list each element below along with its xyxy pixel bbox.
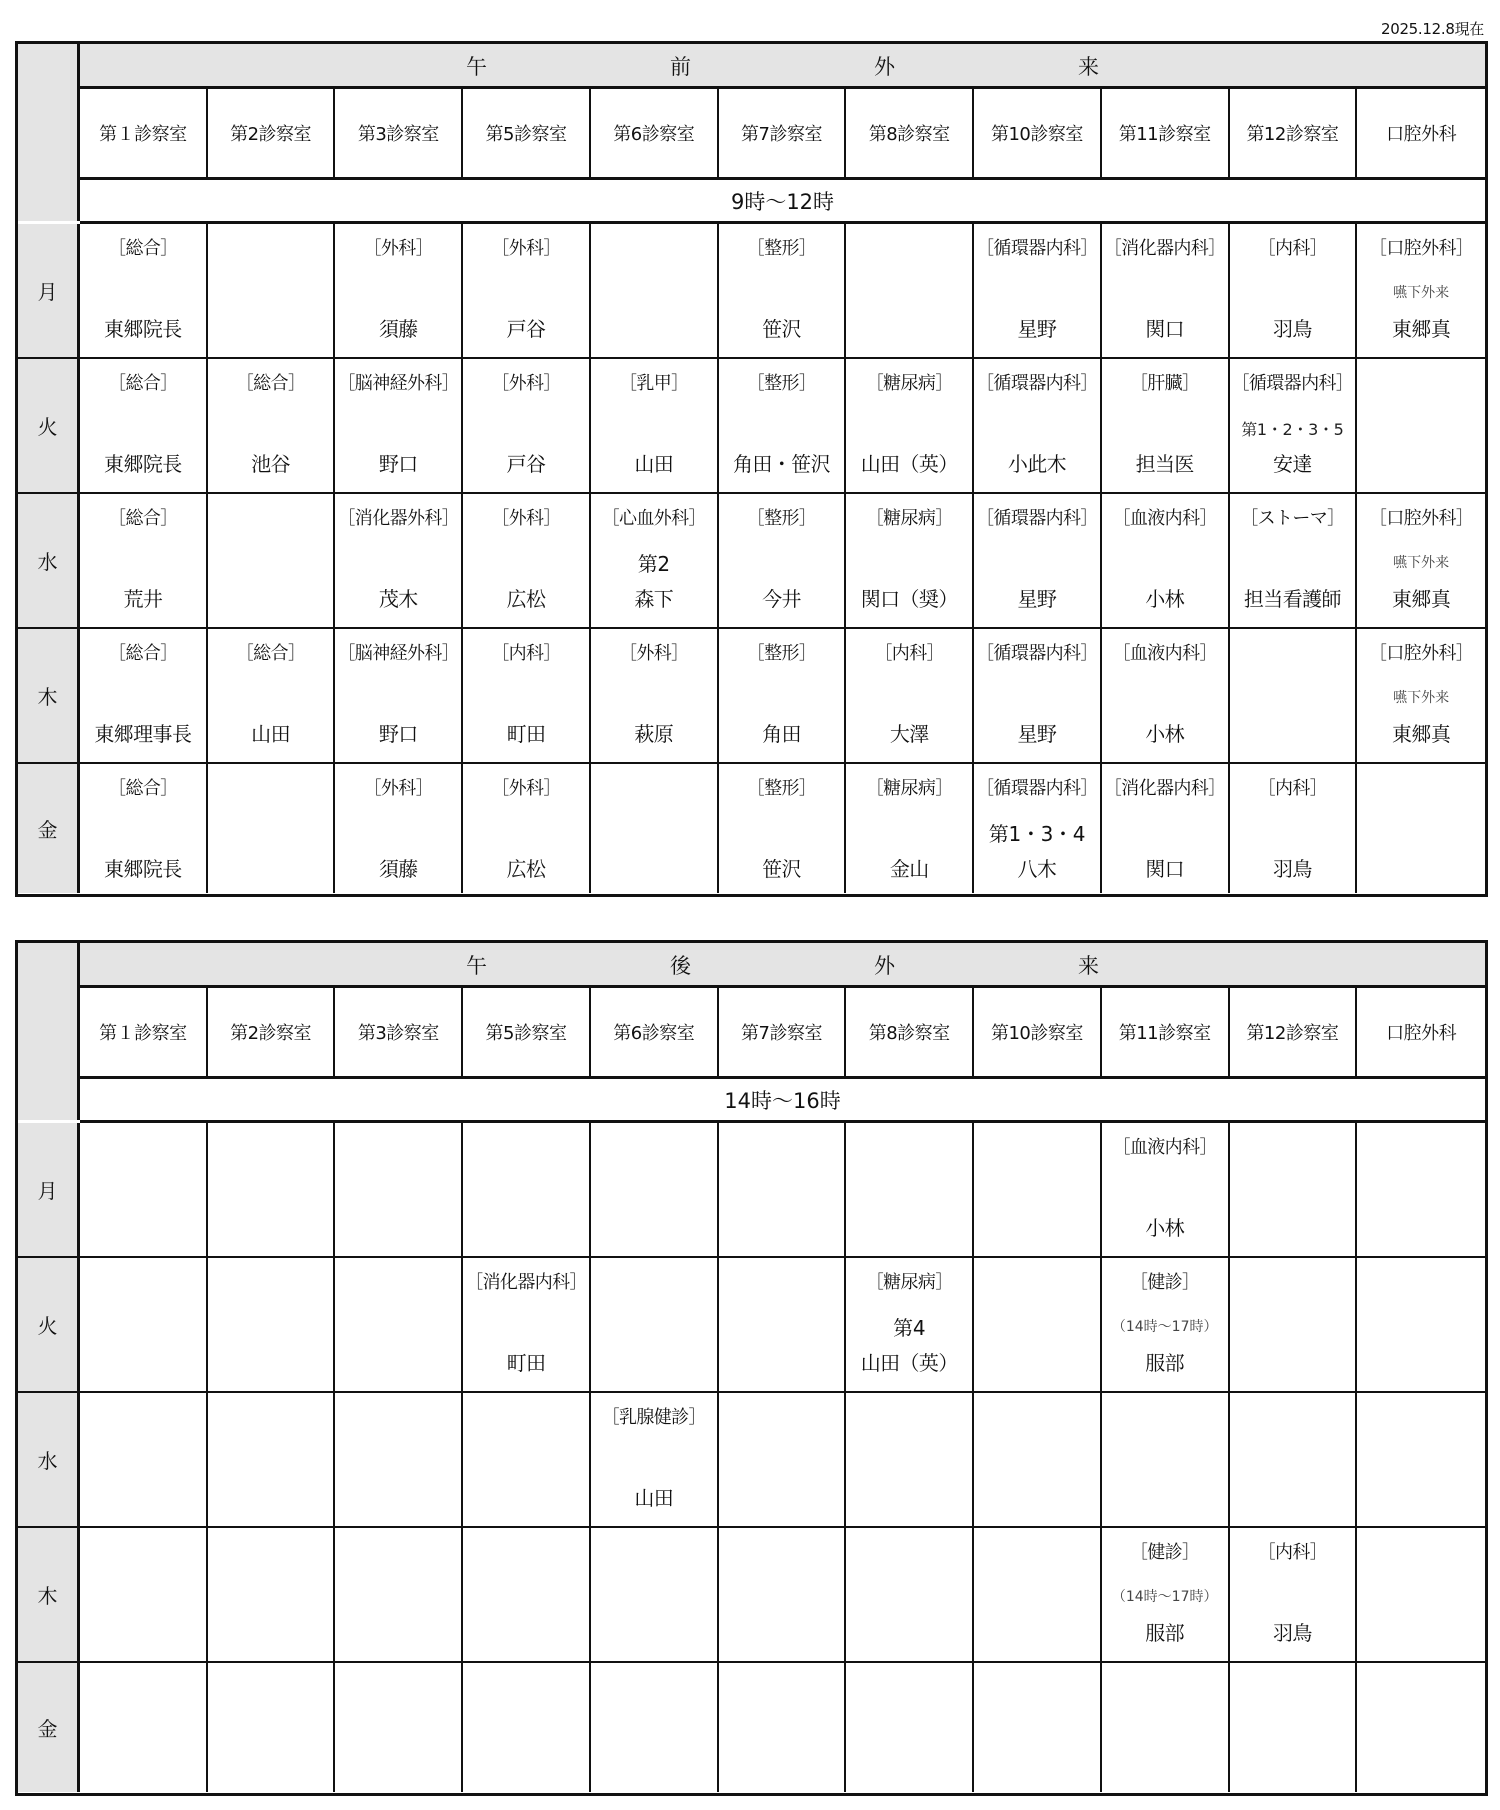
schedule-cell bbox=[1102, 1393, 1230, 1526]
doctor-name: 山田 bbox=[634, 452, 674, 476]
section-title-char: 後 bbox=[670, 954, 691, 978]
section-title-char: 外 bbox=[874, 55, 895, 79]
schedule-cell bbox=[719, 359, 847, 492]
department-label: ［整形］ bbox=[746, 643, 817, 664]
schedule-cell bbox=[719, 494, 847, 627]
schedule-cell bbox=[591, 1663, 719, 1792]
schedule-cell bbox=[208, 629, 336, 762]
department-label: ［内科］ bbox=[874, 643, 945, 664]
department-label: ［乳甲］ bbox=[618, 373, 689, 394]
weekday-label: 木 bbox=[18, 629, 80, 762]
schedule-cell bbox=[463, 224, 591, 357]
exam-room-header: 第10診察室 bbox=[974, 89, 1102, 177]
weekday-label: 月 bbox=[18, 224, 80, 357]
doctor-name: 小林 bbox=[1145, 1216, 1185, 1240]
schedule-cell bbox=[591, 1123, 719, 1256]
schedule-cell bbox=[1230, 1393, 1358, 1526]
exam-room-header: 口腔外科 bbox=[1386, 1023, 1457, 1044]
exam-room-header: 第7診察室 bbox=[719, 89, 847, 177]
doctor-name: 角田 bbox=[762, 722, 801, 746]
day-row-2 bbox=[18, 494, 1485, 629]
schedule-cell bbox=[974, 1393, 1102, 1526]
schedule-cell bbox=[846, 1258, 974, 1391]
exam-room-header: 第10診察室 bbox=[974, 988, 1102, 1076]
department-label: ［整形］ bbox=[746, 778, 817, 799]
schedule-cell bbox=[80, 1258, 208, 1391]
doctor-name: 東郷真 bbox=[1392, 722, 1451, 746]
section-title-char: 午 bbox=[466, 954, 487, 978]
schedule-cell bbox=[591, 494, 719, 627]
doctor-name: 東郷院長 bbox=[104, 452, 182, 476]
doctor-name: 戸谷 bbox=[506, 452, 546, 476]
schedule-note: 第2 bbox=[637, 552, 670, 576]
schedule-cell bbox=[1102, 494, 1230, 627]
department-label: ［総合］ bbox=[235, 643, 306, 664]
weekday-label: 木 bbox=[18, 1528, 80, 1661]
schedule-cell bbox=[208, 1528, 336, 1661]
schedule-cell bbox=[1357, 1393, 1485, 1526]
schedule-cell bbox=[1230, 1528, 1358, 1661]
weekday-label: 月 bbox=[18, 1123, 80, 1256]
exam-room-header: 第12診察室 bbox=[1230, 988, 1358, 1076]
schedule-cell bbox=[591, 359, 719, 492]
department-label: ［糖尿病］ bbox=[865, 778, 953, 799]
schedule-cell bbox=[208, 1663, 336, 1792]
doctor-name: 角田・笹沢 bbox=[732, 452, 830, 476]
schedule-cell bbox=[208, 224, 336, 357]
schedule-cell bbox=[974, 224, 1102, 357]
doctor-name: 東郷理事長 bbox=[94, 722, 192, 746]
schedule-cell bbox=[846, 1663, 974, 1792]
department-label: ［血液内科］ bbox=[1112, 508, 1217, 529]
schedule-cell bbox=[335, 1123, 463, 1256]
department-label: ［外科］ bbox=[491, 238, 561, 259]
department-label: ［循環器内科］ bbox=[976, 238, 1098, 259]
weekday-label: 金 bbox=[18, 1663, 80, 1792]
schedule-cell bbox=[463, 1123, 591, 1256]
schedule-cell bbox=[208, 1393, 336, 1526]
department-label: ［心血外科］ bbox=[601, 508, 706, 529]
doctor-name: 東郷院長 bbox=[104, 317, 182, 341]
doctor-name: 服部 bbox=[1145, 1621, 1185, 1645]
exam-room-header: 第6診察室 bbox=[591, 89, 719, 177]
schedule-cell bbox=[1357, 1123, 1485, 1256]
schedule-cell bbox=[1230, 494, 1358, 627]
schedule-cell bbox=[719, 1528, 847, 1661]
department-label: ［循環器内科］ bbox=[976, 778, 1098, 799]
schedule-cell bbox=[974, 1663, 1102, 1792]
doctor-name: 星野 bbox=[1017, 317, 1057, 341]
doctor-name: 山田（英） bbox=[860, 452, 958, 476]
doctor-name: 山田（英） bbox=[860, 1351, 958, 1375]
department-label: ［総合］ bbox=[108, 238, 178, 259]
schedule-note: 嚥下外来 bbox=[1393, 690, 1450, 706]
department-label: ［肝臓］ bbox=[1129, 373, 1200, 394]
schedule-cell bbox=[974, 359, 1102, 492]
schedule-cell bbox=[719, 1123, 847, 1256]
schedule-cell bbox=[1102, 629, 1230, 762]
schedule-cell bbox=[1357, 764, 1485, 893]
schedule-cell bbox=[463, 1528, 591, 1661]
department-label: ［総合］ bbox=[108, 373, 178, 394]
department-label: ［消化器内科］ bbox=[1103, 238, 1226, 259]
schedule-cell bbox=[974, 494, 1102, 627]
corner-header-cell bbox=[18, 44, 80, 221]
department-label: ［総合］ bbox=[108, 643, 178, 664]
doctor-name: 羽鳥 bbox=[1272, 1621, 1312, 1645]
schedule-cell bbox=[80, 1123, 208, 1256]
department-label: ［外科］ bbox=[618, 643, 689, 664]
doctor-name: 野口 bbox=[378, 722, 418, 746]
schedule-cell bbox=[591, 1393, 719, 1526]
exam-room-header-row bbox=[80, 988, 1485, 1079]
exam-room-header: 第6診察室 bbox=[591, 988, 719, 1076]
schedule-cell bbox=[208, 494, 336, 627]
schedule-cell bbox=[974, 1528, 1102, 1661]
schedule-cell bbox=[846, 359, 974, 492]
schedule-note: 嚥下外来 bbox=[1393, 285, 1450, 301]
department-label: ［整形］ bbox=[746, 238, 817, 259]
section-title-band bbox=[80, 943, 1485, 988]
day-row-1 bbox=[18, 359, 1485, 494]
schedule-cell bbox=[463, 1258, 591, 1391]
exam-room-header: 第11診察室 bbox=[1102, 89, 1230, 177]
department-label: ［血液内科］ bbox=[1112, 643, 1217, 664]
schedule-note: 第4 bbox=[893, 1316, 926, 1340]
schedule-cell bbox=[591, 1258, 719, 1391]
doctor-name: 笹沢 bbox=[762, 857, 801, 881]
department-label: ［内科］ bbox=[491, 643, 561, 664]
doctor-name: 東郷真 bbox=[1392, 317, 1451, 341]
department-label: ［血液内科］ bbox=[1112, 1137, 1217, 1158]
doctor-name: 羽鳥 bbox=[1272, 857, 1312, 881]
schedule-cell bbox=[1357, 629, 1485, 762]
doctor-name: 関口 bbox=[1145, 857, 1185, 881]
schedule-cell bbox=[974, 764, 1102, 893]
doctor-name: 山田 bbox=[634, 1486, 674, 1510]
schedule-cell bbox=[1357, 1258, 1485, 1391]
doctor-name: 八木 bbox=[1017, 857, 1057, 881]
department-label: ［健診］ bbox=[1129, 1542, 1200, 1563]
doctor-name: 広松 bbox=[506, 857, 546, 881]
doctor-name: 小林 bbox=[1145, 722, 1185, 746]
exam-room-header: 第１診察室 bbox=[80, 89, 208, 177]
department-label: ［循環器内科］ bbox=[1231, 373, 1354, 394]
department-label: ［消化器内科］ bbox=[1103, 778, 1226, 799]
doctor-name: 池谷 bbox=[251, 452, 290, 476]
schedule-cell bbox=[846, 1393, 974, 1526]
doctor-name: 関口 bbox=[1145, 317, 1185, 341]
schedule-cell bbox=[974, 629, 1102, 762]
department-label: ［健診］ bbox=[1129, 1272, 1200, 1293]
doctor-name: 大澤 bbox=[889, 722, 929, 746]
schedule-cell bbox=[80, 1393, 208, 1526]
exam-room-header: 第5診察室 bbox=[463, 89, 591, 177]
schedule-cell bbox=[1357, 359, 1485, 492]
day-row-3 bbox=[18, 1528, 1485, 1663]
doctor-name: 関口（奨） bbox=[860, 587, 958, 611]
department-label: ［外科］ bbox=[491, 373, 561, 394]
schedule-cell bbox=[974, 1258, 1102, 1391]
department-label: ［脳神経外科］ bbox=[337, 373, 460, 394]
exam-room-header: 第3診察室 bbox=[335, 89, 463, 177]
schedule-cell bbox=[463, 1663, 591, 1792]
doctor-name: 町田 bbox=[506, 722, 546, 746]
schedule-note: 嚥下外来 bbox=[1393, 555, 1450, 571]
doctor-name: 須藤 bbox=[378, 317, 418, 341]
morning-schedule-table bbox=[15, 41, 1488, 897]
schedule-cell bbox=[335, 629, 463, 762]
department-label: ［循環器内科］ bbox=[976, 373, 1098, 394]
schedule-cell bbox=[1357, 1663, 1485, 1792]
department-label: ［外科］ bbox=[363, 238, 434, 259]
day-row-1 bbox=[18, 1258, 1485, 1393]
schedule-cell bbox=[1230, 224, 1358, 357]
exam-room-header: 第１診察室 bbox=[80, 988, 208, 1076]
schedule-cell bbox=[846, 224, 974, 357]
doctor-name: 戸谷 bbox=[506, 317, 546, 341]
schedule-cell bbox=[1102, 1528, 1230, 1661]
exam-room-header: 第3診察室 bbox=[335, 988, 463, 1076]
exam-room-header: 第5診察室 bbox=[463, 988, 591, 1076]
department-label: ［乳腺健診］ bbox=[601, 1407, 706, 1428]
department-label: ［整形］ bbox=[746, 508, 817, 529]
department-label: ［口腔外科］ bbox=[1368, 508, 1474, 529]
department-label: ［総合］ bbox=[108, 508, 178, 529]
schedule-note: 第1・3・4 bbox=[988, 822, 1086, 846]
schedule-note: 第1・2・3・5 bbox=[1241, 420, 1344, 439]
department-label: ［消化器外科］ bbox=[337, 508, 460, 529]
department-label: ［消化器内科］ bbox=[465, 1272, 587, 1293]
schedule-cell bbox=[335, 1528, 463, 1661]
schedule-cell bbox=[335, 1258, 463, 1391]
department-label: ［糖尿病］ bbox=[865, 1272, 953, 1293]
exam-room-header: 第2診察室 bbox=[208, 988, 336, 1076]
section-title-char: 外 bbox=[874, 954, 895, 978]
hours-band: 14時～16時 bbox=[80, 1079, 1485, 1123]
day-row-4 bbox=[18, 764, 1485, 893]
department-label: ［循環器内科］ bbox=[976, 508, 1098, 529]
schedule-cell bbox=[1230, 1123, 1358, 1256]
doctor-name: 小此木 bbox=[1007, 452, 1067, 476]
doctor-name: 須藤 bbox=[378, 857, 418, 881]
exam-room-header: 第7診察室 bbox=[719, 988, 847, 1076]
schedule-cell bbox=[80, 1663, 208, 1792]
schedule-cell bbox=[80, 359, 208, 492]
doctor-name: 担当看護師 bbox=[1243, 587, 1341, 611]
weekday-label: 水 bbox=[18, 1393, 80, 1526]
doctor-name: 笹沢 bbox=[762, 317, 801, 341]
schedule-cell bbox=[335, 1393, 463, 1526]
department-label: ［総合］ bbox=[235, 373, 306, 394]
department-label: ［総合］ bbox=[108, 778, 178, 799]
doctor-name: 萩原 bbox=[634, 722, 674, 746]
schedule-cell bbox=[719, 1393, 847, 1526]
schedule-cell bbox=[1102, 1123, 1230, 1256]
as-of-date: 2025.12.8現在 bbox=[1380, 20, 1484, 38]
schedule-cell bbox=[1102, 1663, 1230, 1792]
schedule-cell bbox=[591, 629, 719, 762]
schedule-cell bbox=[335, 494, 463, 627]
schedule-cell bbox=[335, 1663, 463, 1792]
schedule-cell bbox=[80, 764, 208, 893]
department-label: ［内科］ bbox=[1257, 778, 1328, 799]
doctor-name: 茂木 bbox=[378, 587, 418, 611]
schedule-cell bbox=[80, 224, 208, 357]
doctor-name: 安達 bbox=[1272, 452, 1312, 476]
doctor-name: 広松 bbox=[506, 587, 546, 611]
doctor-name: 星野 bbox=[1017, 722, 1057, 746]
department-label: ［ストーマ］ bbox=[1240, 508, 1345, 529]
day-row-0 bbox=[18, 224, 1485, 359]
day-row-0 bbox=[18, 1123, 1485, 1258]
schedule-cell bbox=[846, 629, 974, 762]
schedule-cell bbox=[591, 764, 719, 893]
schedule-cell bbox=[591, 224, 719, 357]
schedule-cell bbox=[974, 1123, 1102, 1256]
schedule-cell bbox=[1102, 1258, 1230, 1391]
schedule-cell bbox=[80, 1528, 208, 1661]
schedule-cell bbox=[591, 1528, 719, 1661]
schedule-cell bbox=[846, 494, 974, 627]
doctor-name: 小林 bbox=[1145, 587, 1185, 611]
schedule-cell bbox=[1357, 494, 1485, 627]
section-title-band bbox=[80, 44, 1485, 89]
schedule-cell bbox=[719, 224, 847, 357]
doctor-name: 東郷真 bbox=[1392, 587, 1451, 611]
department-label: ［外科］ bbox=[491, 508, 561, 529]
day-row-2 bbox=[18, 1393, 1485, 1528]
schedule-cell bbox=[80, 629, 208, 762]
schedule-cell bbox=[208, 1123, 336, 1256]
section-title-char: 来 bbox=[1078, 55, 1099, 79]
schedule-cell bbox=[335, 359, 463, 492]
doctor-name: 金山 bbox=[889, 857, 929, 881]
weekday-label: 火 bbox=[18, 1258, 80, 1391]
doctor-name: 担当医 bbox=[1135, 452, 1194, 476]
schedule-cell bbox=[463, 629, 591, 762]
schedule-cell bbox=[1230, 764, 1358, 893]
exam-room-header: 第2診察室 bbox=[208, 89, 336, 177]
schedule-cell bbox=[1102, 359, 1230, 492]
schedule-cell bbox=[1230, 1663, 1358, 1792]
doctor-name: 今井 bbox=[762, 587, 801, 611]
department-label: ［内科］ bbox=[1257, 1542, 1328, 1563]
section-title-char: 午 bbox=[466, 55, 487, 79]
doctor-name: 東郷院長 bbox=[104, 857, 182, 881]
exam-room-header: 口腔外科 bbox=[1386, 124, 1457, 145]
schedule-cell bbox=[1357, 224, 1485, 357]
weekday-label: 火 bbox=[18, 359, 80, 492]
schedule-cell bbox=[208, 1258, 336, 1391]
schedule-cell bbox=[719, 1663, 847, 1792]
doctor-name: 町田 bbox=[506, 1351, 546, 1375]
day-row-4 bbox=[18, 1663, 1485, 1792]
schedule-cell bbox=[335, 764, 463, 893]
day-row-3 bbox=[18, 629, 1485, 764]
schedule-cell bbox=[335, 224, 463, 357]
department-label: ［整形］ bbox=[746, 373, 817, 394]
schedule-cell bbox=[208, 359, 336, 492]
section-title-char: 来 bbox=[1078, 954, 1099, 978]
weekday-label: 水 bbox=[18, 494, 80, 627]
schedule-cell bbox=[463, 494, 591, 627]
doctor-name: 羽鳥 bbox=[1272, 317, 1312, 341]
schedule-cell bbox=[846, 1123, 974, 1256]
department-label: ［外科］ bbox=[491, 778, 561, 799]
department-label: ［口腔外科］ bbox=[1368, 643, 1474, 664]
corner-header-cell bbox=[18, 943, 80, 1120]
schedule-note: （14時～17時） bbox=[1111, 1319, 1218, 1335]
department-label: ［糖尿病］ bbox=[865, 508, 953, 529]
department-label: ［糖尿病］ bbox=[865, 373, 953, 394]
exam-room-header: 第8診察室 bbox=[846, 89, 974, 177]
schedule-cell bbox=[1357, 1528, 1485, 1661]
department-label: ［脳神経外科］ bbox=[337, 643, 460, 664]
schedule-cell bbox=[208, 764, 336, 893]
schedule-cell bbox=[719, 1258, 847, 1391]
department-label: ［口腔外科］ bbox=[1368, 238, 1474, 259]
schedule-cell bbox=[1230, 359, 1358, 492]
doctor-name: 野口 bbox=[378, 452, 418, 476]
exam-room-header: 第12診察室 bbox=[1230, 89, 1358, 177]
schedule-cell bbox=[463, 1393, 591, 1526]
weekday-label: 金 bbox=[18, 764, 80, 893]
schedule-note: （14時～17時） bbox=[1111, 1589, 1218, 1605]
schedule-cell bbox=[1102, 764, 1230, 893]
doctor-name: 森下 bbox=[634, 587, 674, 611]
schedule-cell bbox=[719, 764, 847, 893]
exam-room-header: 第8診察室 bbox=[846, 988, 974, 1076]
section-title-char: 前 bbox=[670, 55, 691, 79]
schedule-cell bbox=[719, 629, 847, 762]
exam-room-header: 第11診察室 bbox=[1102, 988, 1230, 1076]
schedule-cell bbox=[1102, 224, 1230, 357]
doctor-name: 山田 bbox=[251, 722, 290, 746]
doctor-name: 服部 bbox=[1145, 1351, 1185, 1375]
schedule-cell bbox=[1230, 629, 1358, 762]
doctor-name: 星野 bbox=[1017, 587, 1057, 611]
hours-band: 9時～12時 bbox=[80, 180, 1485, 224]
schedule-cell bbox=[1230, 1258, 1358, 1391]
schedule-cell bbox=[846, 764, 974, 893]
exam-room-header-row bbox=[80, 89, 1485, 180]
schedule-cell bbox=[463, 359, 591, 492]
schedule-cell bbox=[463, 764, 591, 893]
department-label: ［循環器内科］ bbox=[976, 643, 1098, 664]
afternoon-schedule-table bbox=[15, 940, 1488, 1796]
doctor-name: 荒井 bbox=[123, 587, 163, 611]
schedule-cell bbox=[846, 1528, 974, 1661]
department-label: ［外科］ bbox=[363, 778, 434, 799]
department-label: ［内科］ bbox=[1257, 238, 1328, 259]
schedule-cell bbox=[80, 494, 208, 627]
